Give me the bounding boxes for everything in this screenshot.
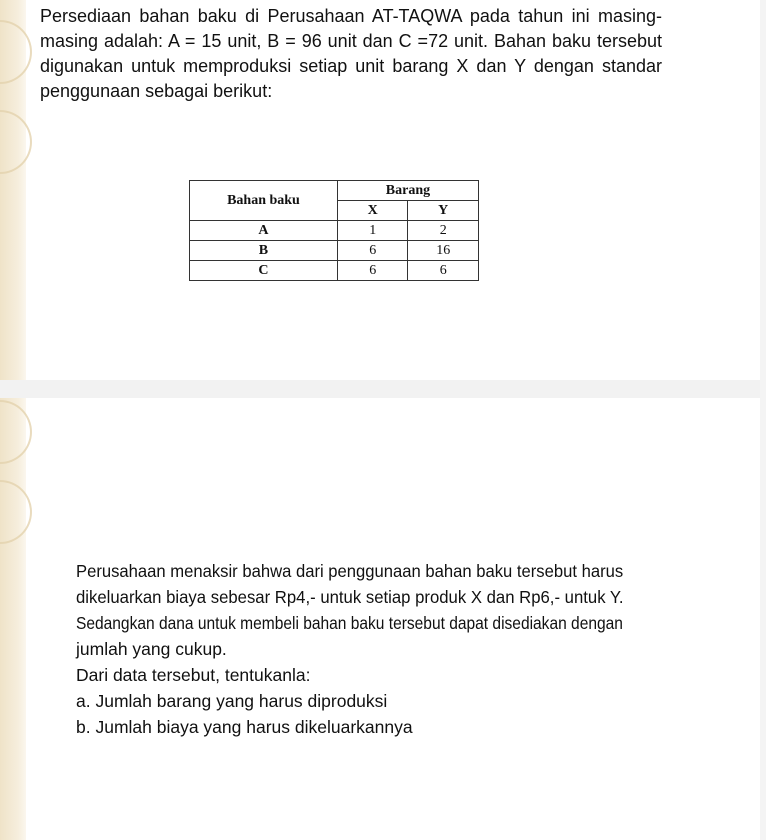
intro-line: penggunaan sebagai berikut:	[40, 81, 273, 101]
table-row	[190, 261, 479, 281]
row-label: B	[190, 241, 338, 261]
table-row	[190, 221, 479, 241]
intro-line: masing adalah: A = 15 unit, B = 96 unit dan C =72 unit. Bahan baku tersebut	[40, 31, 662, 51]
cell-y: 16	[408, 241, 479, 261]
question-prompt: Dari data tersebut, tentukanla:	[76, 665, 311, 685]
question-item: b. Jumlah biaya yang harus dikeluarkannya	[76, 717, 413, 737]
decorative-curl	[0, 480, 32, 544]
intro-line: digunakan untuk memproduksi setiap unit barang X dan Y dengan standar	[40, 56, 662, 76]
cell-x: 1	[337, 221, 408, 241]
page-divider	[0, 380, 766, 398]
followup-line: dikeluarkan biaya sebesar Rp4,- untuk setiap produk X dan Rp6,- untuk Y.	[76, 587, 624, 607]
cell-y: 6	[408, 261, 479, 281]
followup-line: Perusahaan menaksir bahwa dari penggunaan bahan baku tersebut harus	[76, 561, 624, 581]
intro-paragraph	[40, 4, 662, 104]
intro-line: Persediaan bahan baku di Perusahaan AT-TAQWA pada tahun ini masing-	[40, 6, 662, 26]
cell-y: 2	[408, 221, 479, 241]
followup-line: Sedangkan dana untuk membeli bahan baku tersebut dapat disediakan dengan	[76, 613, 623, 633]
table-row	[190, 241, 479, 261]
question-item: a. Jumlah barang yang harus diproduksi	[76, 691, 388, 711]
header-bahan-baku: Bahan baku	[190, 181, 338, 221]
material-usage-table	[189, 180, 479, 281]
followup-paragraph	[76, 558, 623, 740]
header-y: Y	[408, 201, 479, 221]
cell-x: 6	[337, 261, 408, 281]
left-decorative-strip	[0, 0, 26, 840]
row-label: C	[190, 261, 338, 281]
followup-line: jumlah yang cukup.	[76, 639, 227, 659]
header-x: X	[337, 201, 408, 221]
cell-x: 6	[337, 241, 408, 261]
decorative-curl	[0, 110, 32, 174]
question-list	[76, 688, 623, 740]
decorative-curl	[0, 400, 32, 464]
decorative-curl	[0, 20, 32, 84]
header-barang: Barang	[337, 181, 478, 201]
right-edge	[760, 0, 766, 840]
row-label: A	[190, 221, 338, 241]
